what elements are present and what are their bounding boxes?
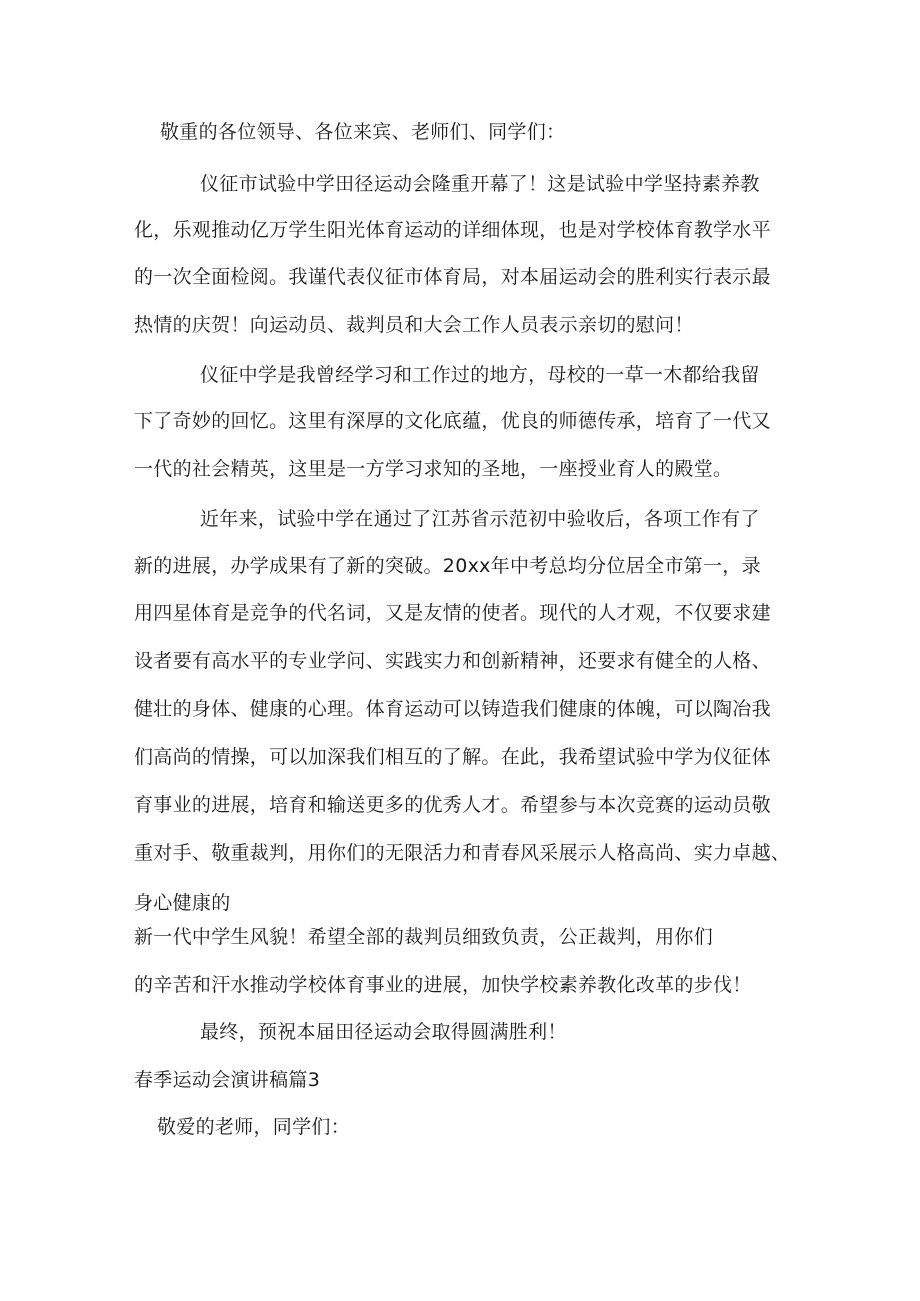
paragraph-line: 们高尚的情操，可以加深我们相互的了解。在此，我希望试验中学为仪征体: [134, 746, 771, 768]
paragraph-line: 健壮的身体、健康的心理。体育运动可以铸造我们健康的体魄，可以陶冶我: [134, 698, 771, 720]
paragraph-line: 设者要有高水平的专业学问、实践实力和创新精神，还要求有健全的人格、: [134, 650, 771, 672]
paragraph-line: 化，乐观推动亿万学生阳光体育运动的详细体现，也是对学校体育教学水平: [134, 219, 771, 241]
paragraph-line: 用四星体育是竞争的代名词，又是友情的使者。现代的人才观，不仅要求建: [134, 602, 771, 624]
paragraph-line: 身心健康的: [134, 892, 231, 914]
paragraph-line: 仪征市试验中学田径运动会隆重开幕了！这是试验中学坚持素养教: [200, 173, 760, 195]
paragraph-line: 一代的社会精英，这里是一方学习求知的圣地，一座授业育人的殿堂。: [134, 458, 733, 480]
paragraph-line: 重对手、敬重裁判，用你们的无限活力和青春风采展示人格高尚、实力卓越、: [134, 842, 791, 864]
paragraph-line: 的辛苦和汗水推动学校体育事业的进展，加快学校素养教化改革的步伐！: [134, 974, 752, 996]
paragraph-line: 近年来，试验中学在通过了江苏省示范初中验收后，各项工作有了: [200, 508, 760, 530]
paragraph-line: 下了奇妙的回忆。这里有深厚的文化底蕴，优良的师德传承，培育了一代又: [134, 410, 771, 432]
section-title: 春季运动会演讲稿篇3: [134, 1069, 321, 1091]
salutation-2: 敬爱的老师，同学们：: [157, 1116, 351, 1138]
paragraph-line: 仪征中学是我曾经学习和工作过的地方，母校的一草一木都给我留: [200, 364, 760, 386]
paragraph-line: 的一次全面检阅。我谨代表仪征市体育局，对本届运动会的胜利实行表示最: [134, 266, 771, 288]
paragraph-line: 新一代中学生风貌！希望全部的裁判员细致负责，公正裁判，用你们: [134, 926, 714, 948]
paragraph-line: 热情的庆贺！向运动员、裁判员和大会工作人员表示亲切的慰问！: [134, 314, 694, 336]
closing-line: 最终，预祝本届田径运动会取得圆满胜利！: [200, 1021, 567, 1043]
salutation: 敬重的各位领导、各位来宾、老师们、同学们：: [160, 121, 566, 143]
paragraph-line: 新的进展，办学成果有了新的突破。20xx年中考总均分位居全市第一，录: [134, 555, 761, 577]
paragraph-line: 育事业的进展，培育和输送更多的优秀人才。希望参与本次竞赛的运动员敬: [134, 794, 771, 816]
